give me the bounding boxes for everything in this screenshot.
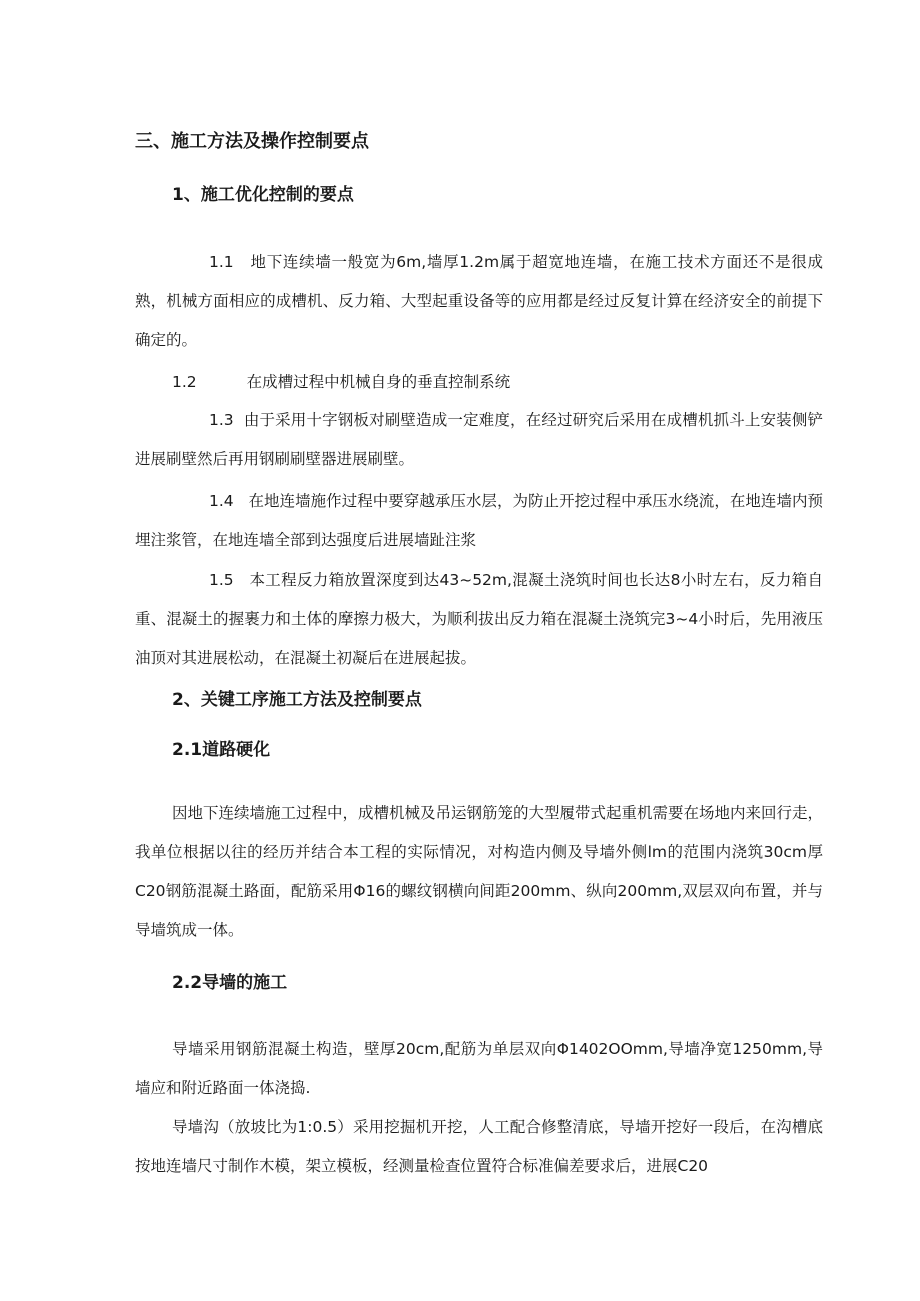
- paragraph-2-1: 因地下连续墙施工过程中，成槽机械及吊运钢筋笼的大型履带式起重机需要在场地内来回行走，我单位根据以往的经历并结合本工程的实际情况，对构造内侧及导墙外侧lm的范围内浇筑30cm厚C20钢筋混凝土路面，配筋采用Φ16的螺纹钢横向间距200mm、纵向200mm,双层双向布置，并与导墙筑成一体。: [135, 804, 824, 939]
- paragraph-2-2-b: 导墙沟（放坡比为1:0.5）采用挖掘机开挖，人工配合修整清底，导墙开挖好一段后，在沟槽底按地连墙尺寸制作木模，架立模板，经测量检查位置符合标准偏差要求后，进展C20: [135, 1118, 823, 1175]
- item-1-2: [172, 370, 510, 392]
- item-number: 1.4: [209, 492, 234, 510]
- heading-1: 1、施工优化控制的要点: [172, 185, 354, 205]
- item-number: 1.2: [172, 373, 197, 391]
- item-text: 地下连续墙一般宽为6m,墙厚1.2m属于超宽地连墙，在施工技术方面还不是很成熟，机械方面相应的成槽机、反力箱、大型起重设备等的应用都是经过反复计算在经济安全的前提下确定的。: [135, 253, 823, 349]
- item-1-5: [135, 561, 823, 678]
- paragraph-2-2-a: 导墙采用钢筋混凝土构造，壁厚20cm,配筋为单层双向Φ1402OOmm,导墙净宽1250mm,导墙应和附近路面一体浇捣.: [135, 1040, 824, 1097]
- item-1-1: [135, 243, 823, 360]
- heading-2: 2、关键工序施工方法及控制要点: [172, 690, 422, 710]
- item-text: 在地连墙施作过程中要穿越承压水层，为防止开挖过程中承压水绕流，在地连墙内预埋注浆管，在地连墙全部到达强度后进展墙趾注浆: [135, 492, 824, 549]
- item-1-3: [135, 401, 823, 479]
- heading-2-2: 2.2导墙的施工: [172, 973, 288, 993]
- item-number: 1.1: [209, 253, 234, 271]
- item-text: 由于采用十字钢板对刷壁造成一定难度，在经过研究后采用在成槽机抓斗上安装侧铲进展刷壁然后再用钢刷刷壁器进展刷壁。: [135, 411, 823, 468]
- item-number: 1.3: [209, 411, 234, 429]
- item-number: 1.5: [209, 571, 234, 589]
- section-title: 三、施工方法及操作控制要点: [135, 131, 369, 152]
- item-1-4: [135, 482, 823, 560]
- item-text: 在成槽过程中机械自身的垂直控制系统: [246, 373, 511, 391]
- heading-2-1: 2.1道路硬化: [172, 740, 271, 760]
- item-text: 本工程反力箱放置深度到达43~52m,混凝土浇筑时间也长达8小时左右，反力箱自重、混凝土的握裹力和土体的摩擦力极大，为顺利拔出反力箱在混凝土浇筑完3~4小时后，先用液压油顶对其进展松动，在混凝土初凝后在进展起拔。: [135, 571, 824, 667]
